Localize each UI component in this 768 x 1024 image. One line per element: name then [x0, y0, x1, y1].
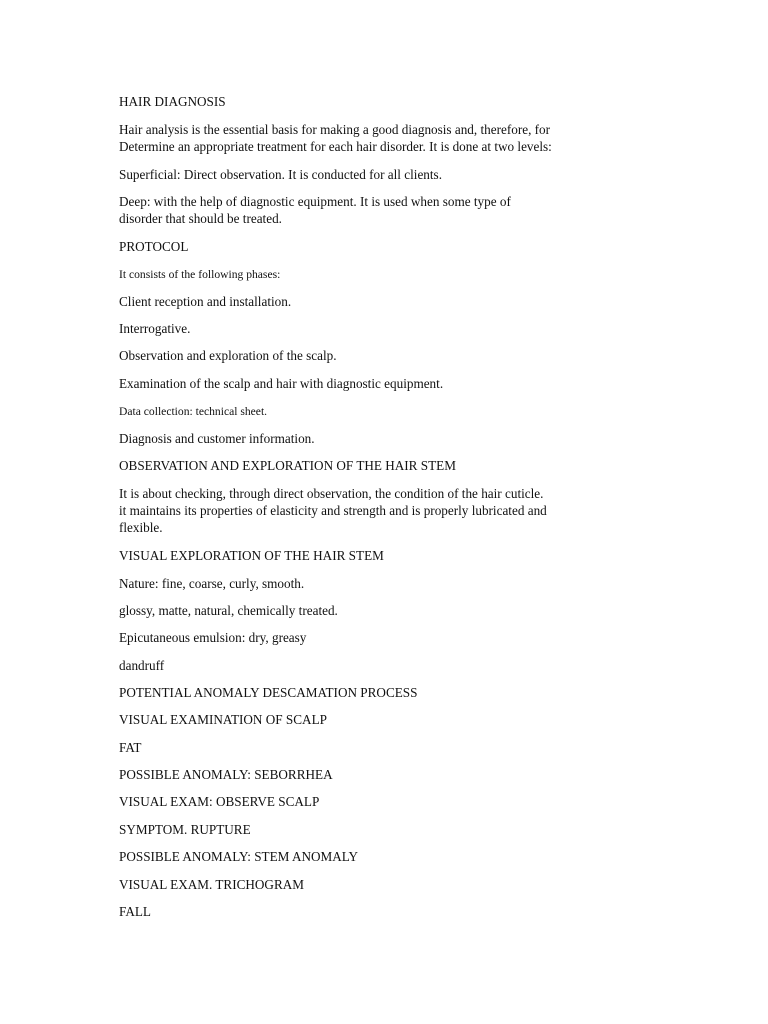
deep-line: disorder that should be treated. [119, 211, 282, 226]
deep-paragraph [119, 193, 639, 227]
visual-item: POSSIBLE ANOMALY: STEM ANOMALY [119, 849, 359, 864]
observation-heading: OBSERVATION AND EXPLORATION OF THE HAIR STEM [119, 458, 456, 473]
observation-line: It is about checking, through direct observation, the condition of the hair cuticle. [119, 486, 544, 501]
visual-item: Nature: fine, coarse, curly, smooth. [119, 576, 305, 591]
visual-item: glossy, matte, natural, chemically treated. [119, 603, 338, 618]
visual-item: Epicutaneous emulsion: dry, greasy [119, 630, 307, 645]
phases-intro: It consists of the following phases: [119, 268, 281, 281]
observation-line: it maintains its properties of elasticity and strength and is properly lubricated and [119, 503, 547, 518]
visual-item: FALL [119, 904, 151, 919]
visual-item: SYMPTOM. RUPTURE [119, 822, 251, 837]
superficial-paragraph: Superficial: Direct observation. It is conducted for all clients. [119, 167, 442, 182]
visual-item: FAT [119, 740, 142, 755]
visual-item: POTENTIAL ANOMALY DESCAMATION PROCESS [119, 685, 418, 700]
observation-paragraph [119, 485, 639, 536]
visual-item: VISUAL EXAM. TRICHOGRAM [119, 877, 304, 892]
visual-item: VISUAL EXAMINATION OF SCALP [119, 712, 327, 727]
phase-item: Diagnosis and customer information. [119, 431, 315, 446]
deep-line: Deep: with the help of diagnostic equipment. It is used when some type of [119, 194, 511, 209]
phase-item: Interrogative. [119, 321, 191, 336]
visual-item: dandruff [119, 658, 165, 673]
visual-heading: VISUAL EXPLORATION OF THE HAIR STEM [119, 548, 384, 563]
phase-item: Client reception and installation. [119, 294, 292, 309]
phase-item: Data collection: technical sheet. [119, 405, 268, 418]
phase-item: Observation and exploration of the scalp. [119, 348, 337, 363]
intro-line: Determine an appropriate treatment for each hair disorder. It is done at two levels: [119, 139, 552, 154]
intro-line: Hair analysis is the essential basis for making a good diagnosis and, therefore, for [119, 122, 551, 137]
intro-paragraph [119, 121, 639, 155]
visual-item: VISUAL EXAM: OBSERVE SCALP [119, 794, 320, 809]
protocol-heading: PROTOCOL [119, 239, 189, 254]
visual-item: POSSIBLE ANOMALY: SEBORRHEA [119, 767, 333, 782]
document-title: HAIR DIAGNOSIS [119, 94, 226, 109]
observation-line: flexible. [119, 520, 163, 535]
phase-item: Examination of the scalp and hair with diagnostic equipment. [119, 376, 444, 391]
